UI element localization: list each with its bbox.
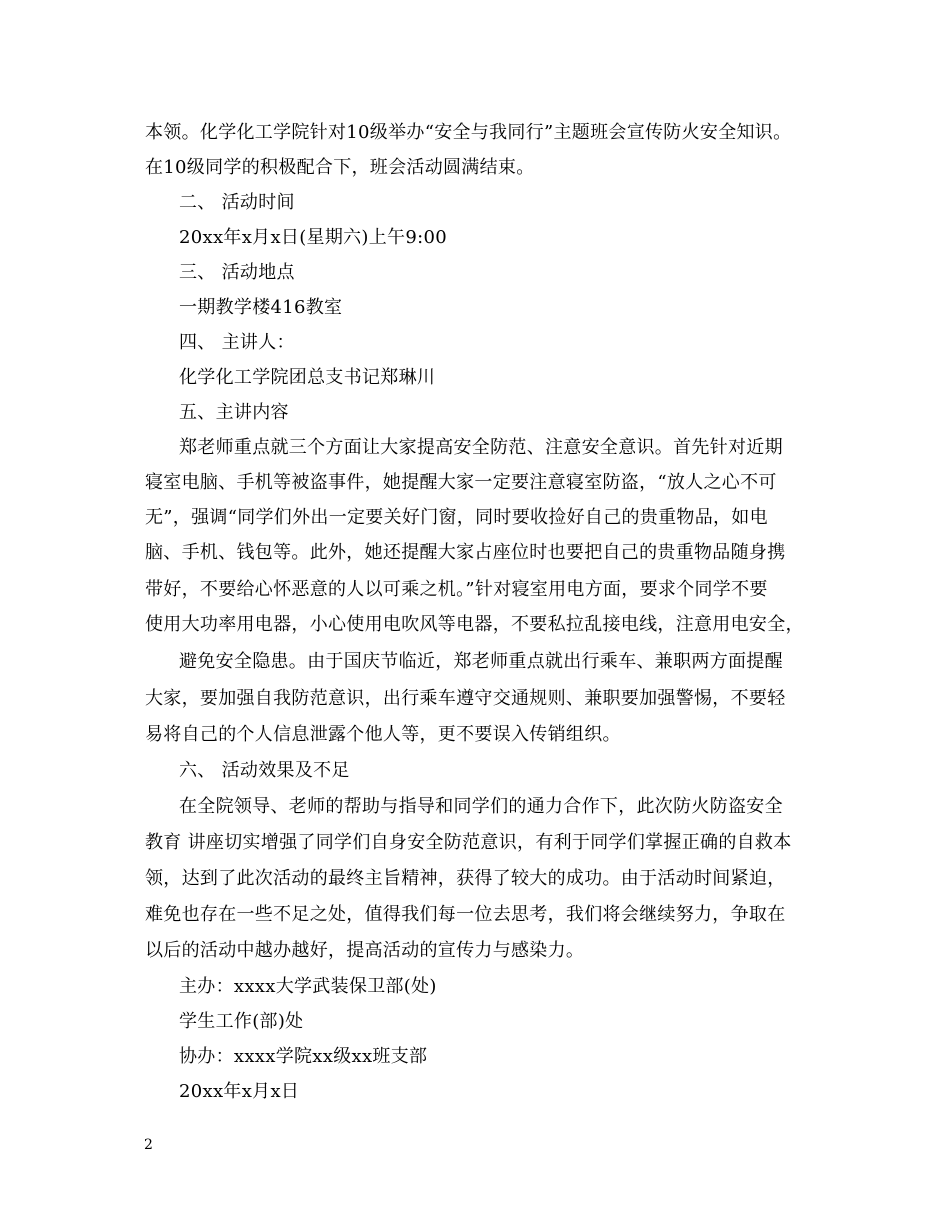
- body-text-line: 领，达到了此次活动的最终主旨精神，获得了较大的成功。由于活动时间紧迫，: [145, 868, 786, 889]
- body-text-line: 脑、手机、钱包等。此外，她还提醒大家占座位时也要把自己的贵重物品随身携: [145, 542, 786, 563]
- body-text-line: 本领。化学化工学院针对10级举办“安全与我同行”主题班会宣传防火安全知识。: [145, 122, 792, 143]
- section-heading-speaker: 四、 主讲人：: [179, 332, 295, 353]
- activity-time: 20xx年x月x日(星期六)上午9:00: [179, 227, 447, 248]
- activity-location: 一期教学楼416教室: [179, 297, 343, 318]
- body-text-line: 避免安全隐患。由于国庆节临近，郑老师重点就出行乘车、兼职两方面提醒: [179, 651, 783, 672]
- body-text-line: 寝室电脑、手机等被盗事件，她提醒大家一定要注意寝室防盗，“放人之心不可: [145, 472, 777, 493]
- organizer-line: 学生工作(部)处: [179, 1011, 304, 1032]
- body-text-line: 教育 讲座切实增强了同学们自身安全防范意识，有利于同学们掌握正确的自救本: [145, 832, 792, 853]
- document-date: 20xx年x月x日: [179, 1081, 300, 1102]
- section-heading-time: 二、 活动时间: [179, 192, 295, 213]
- body-text-line: 以后的活动中越办越好，提高活动的宣传力与感染力。: [145, 940, 585, 961]
- body-text-line: 无”，强调“同学们外出一定要关好门窗，同时要收捡好自己的贵重物品，如电: [145, 507, 768, 528]
- body-text-line: 难免也存在一些不足之处，值得我们每一位去思考，我们将会继续努力，争取在: [145, 904, 786, 925]
- body-text-line: 大家，要加强自我防范意识，出行乘车遵守交通规则、兼职要加强警惕，不要轻: [145, 688, 786, 709]
- body-text-line: 易将自己的个人信息泄露个他人等，更不要误入传销组织。: [145, 724, 621, 745]
- body-text-line: 在10级同学的积极配合下，班会活动圆满结束。: [145, 157, 535, 178]
- body-text-line: 郑老师重点就三个方面让大家提高安全防范、注意安全意识。首先针对近期: [179, 437, 783, 458]
- section-heading-content: 五、主讲内容: [179, 402, 289, 423]
- section-heading-location: 三、 活动地点: [179, 262, 295, 283]
- speaker-name: 化学化工学院团总支书记郑琳川: [179, 367, 436, 388]
- body-text-line: 带好，不要给心怀恶意的人以可乘之机。”针对寝室用电方面，要求个同学不要: [145, 579, 768, 600]
- section-heading-results: 六、 活动效果及不足: [179, 760, 350, 781]
- co-organizer-line: 协办：xxxx学院xx级xx班支部: [179, 1046, 428, 1067]
- body-text-line: 在全院领导、老师的帮助与指导和同学们的通力合作下，此次防火防盗安全: [179, 796, 783, 817]
- organizer-line: 主办：xxxx大学武装保卫部(处): [179, 976, 437, 997]
- body-text-line: 使用大功率用电器，小心使用电吹风等电器，不要私拉乱接电线，注意用电安全，: [145, 614, 804, 635]
- page-number: 2: [144, 1137, 153, 1153]
